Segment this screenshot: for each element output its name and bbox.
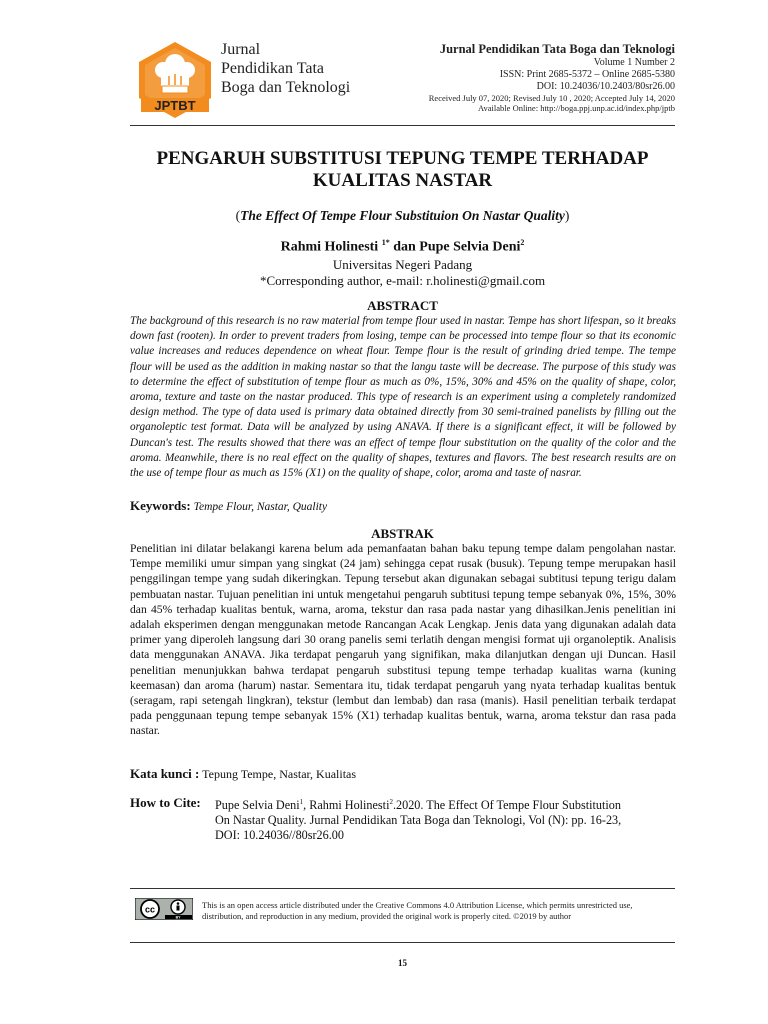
author-2: Pupe Selvia Deni (419, 239, 521, 255)
title-line: PENGARUH SUBSTITUSI TEPUNG TEMPE TERHADAP (156, 148, 649, 169)
journal-name-line: Boga dan Teknologi (221, 79, 351, 96)
journal-name-line: Pendidikan Tata (221, 60, 325, 77)
available-online[interactable]: Available Online: http://boga.ppj.unp.ac.id/index.php/jptb (478, 103, 675, 113)
received-dates: Received July 07, 2020; Revised July 10 , 2020; Accepted July 14, 2020 (428, 93, 675, 103)
journal-meta (429, 42, 675, 113)
citation-author-2: , Rahmi Holinesti (303, 798, 390, 813)
citation-title: .2020. The Effect Of Tempe Flour Substitution (392, 798, 621, 813)
citation-text (215, 795, 676, 844)
journal-title: Jurnal Pendidikan Tata Boga dan Teknologi (439, 42, 675, 56)
logo-text: JPTBT (154, 98, 196, 113)
keywords (130, 498, 676, 514)
paren-open: ( (235, 208, 241, 223)
keywords-value: Tempe Flour, Nastar, Quality (193, 501, 328, 513)
author-and: dan (389, 239, 420, 255)
how-to-cite (130, 795, 676, 843)
kata-kunci-value: Tepung Tempe, Nastar, Kualitas (202, 767, 357, 781)
cc-icon: cc (144, 904, 156, 915)
journal-logo (135, 40, 215, 120)
subtitle-text: The Effect Of Tempe Flour Substituion On Nastar Quality (240, 208, 565, 223)
paren-close: ) (564, 208, 570, 223)
corresponding-author: *Corresponding author, e-mail: r.holinesti@gmail.com (259, 273, 546, 288)
header-divider (130, 125, 675, 126)
keywords-label: Keywords: (130, 498, 191, 513)
citation-line-1 (215, 795, 676, 813)
license-text: This is an open access article distributed under the Creative Commons 4.0 Attribution License, which permits unrestricted use, distribution, and reproduction in any medium, provided the original work is properly cited. ©2019 by author (202, 900, 633, 921)
citation-line-3: DOI: 10.24036//80sr26.00 (215, 828, 344, 843)
issn: ISSN: Print 2685-5372 – Online 2685-5380 (499, 69, 675, 80)
abstrak-text: Penelitian ini dilatar belakangi karena belum ada pemanfaatan bahan baku tepung tempe dalam pengolahan nastar. Tempe memiliki umur simpan yang singkat (24 jam) sehingga cepat rusak (busuk). Tepung tempe merupakan hasil penggilingan tempe yang sudah dikeringkan. Tepung tersebut akan digunakan sebagai subtitusi tepung terigu dalam pembuatan nastar. Tujuan penelitian ini untuk mengetahui pengaruh subtitusi tepung tempe sebanyak 0%, 15%, 30% dan 45% terhadap kualitas bentuk, warna, aroma, tekstur dan rasa pada nastar yang dihasilkan.Jenis penelitian ini adalah eksperimen dengan menggunakan metode Rancangan Acak Lengkap. Jenis data yang digunakan adalah data primer yang diperoleh langsung dari 30 orang panelis semi terlatih dengan mengisi format uji organoleptik. Analisis data menggunakan ANAVA. Jika terdapat pengaruh yang signifikan, maka dilanjutkan dengan uji Duncan. Hasil penelitian menunjukkan bahwa terdapat pengaruh substitusi tepung tempe terhadap kualitas warna (kuning keemasan) dan aroma (harum) nastar. Sementara itu, tidak terdapat pengaruh yang nyata terhadap kualitas bentuk (seragam, rapi setengah lingkran), tekstur (lembut dan lembab) dan rasa (manis). Hasil penelitian terbaik terdapat pada penggunaan tepung tempe sebanyak 15% (X1) terhadap kualitas bentuk, warna, aroma tekstur dan rasa pada nastar. (130, 542, 676, 738)
kata-kunci-label: Kata kunci : (130, 766, 200, 781)
author-1-sup: 1* (381, 238, 390, 247)
by-person-icon (177, 906, 180, 911)
article-title (130, 148, 675, 192)
title-line: KUALITAS NASTAR (312, 170, 493, 191)
by-label: BY (175, 915, 181, 920)
authors (130, 238, 675, 256)
journal-name-line: Jurnal (221, 41, 261, 58)
page-number: 15 (398, 958, 407, 968)
citation-sup-2: 2 (389, 798, 393, 806)
affiliation: Universitas Negeri Padang (332, 257, 473, 272)
abstrak-heading: ABSTRAK (371, 526, 434, 541)
kata-kunci (130, 766, 676, 782)
how-to-cite-label: How to Cite: (130, 795, 201, 810)
citation-line-2: On Nastar Quality. Jurnal Pendidikan Tata Boga dan Teknologi, Vol (N): pp. 16-23, (215, 813, 622, 828)
author-1: Rahmi Holinesti (280, 239, 379, 255)
journal-name-block (221, 40, 350, 97)
footer-divider-bottom (130, 942, 675, 943)
footer-divider-top (130, 888, 675, 889)
author-2-sup: 2 (520, 238, 525, 247)
article-subtitle (130, 208, 675, 224)
doi: DOI: 10.24036/10.2403/80sr26.00 (536, 81, 675, 92)
citation-sup-1: 1 (299, 798, 304, 806)
citation-author-1: Pupe Selvia Deni (215, 798, 300, 813)
volume-number: Volume 1 Number 2 (593, 57, 675, 68)
abstract-heading: ABSTRACT (367, 298, 438, 313)
abstract-text: The background of this research is no raw material from tempe flour used in nastar. Tempe has short lifespan, so it breaks down fast (rooten). In order to prevent traders from losing, tempe can be processed into tempe flour so that its economic value increases and reduces dependence on wheat flour. Tempe flour is the result of grinding dried tempe. The tempe flour will be used as the addition in making nastar so that the langu taste will be decrease. The purpose of this study was to determine the effect of substitution of tempe flour as much as 0%, 15%, 30% and 45% on the quality of shape, color, aroma, texture and taste on the nastar produced. This type of research is an experiment using a completely randomized design method. The type of data used is primary data obtained directly from 30 semi-trained panelists by filling out the organoleptic test format. Data will be analyzed by using ANAVA. If there is a significant effect, it will be followed by Duncan's test. The results showed that there was an effect of tempe flour substitution on the quality of the color and the aroma. Meanwhile, there is no real effect on the quality of shapes, textures and flavors. The best research results are on the use of tempe flour as much as 15% (X1) on the quality of shape, color, aroma and taste of nasrar. (130, 315, 676, 480)
creative-commons-badge[interactable] (135, 898, 193, 920)
